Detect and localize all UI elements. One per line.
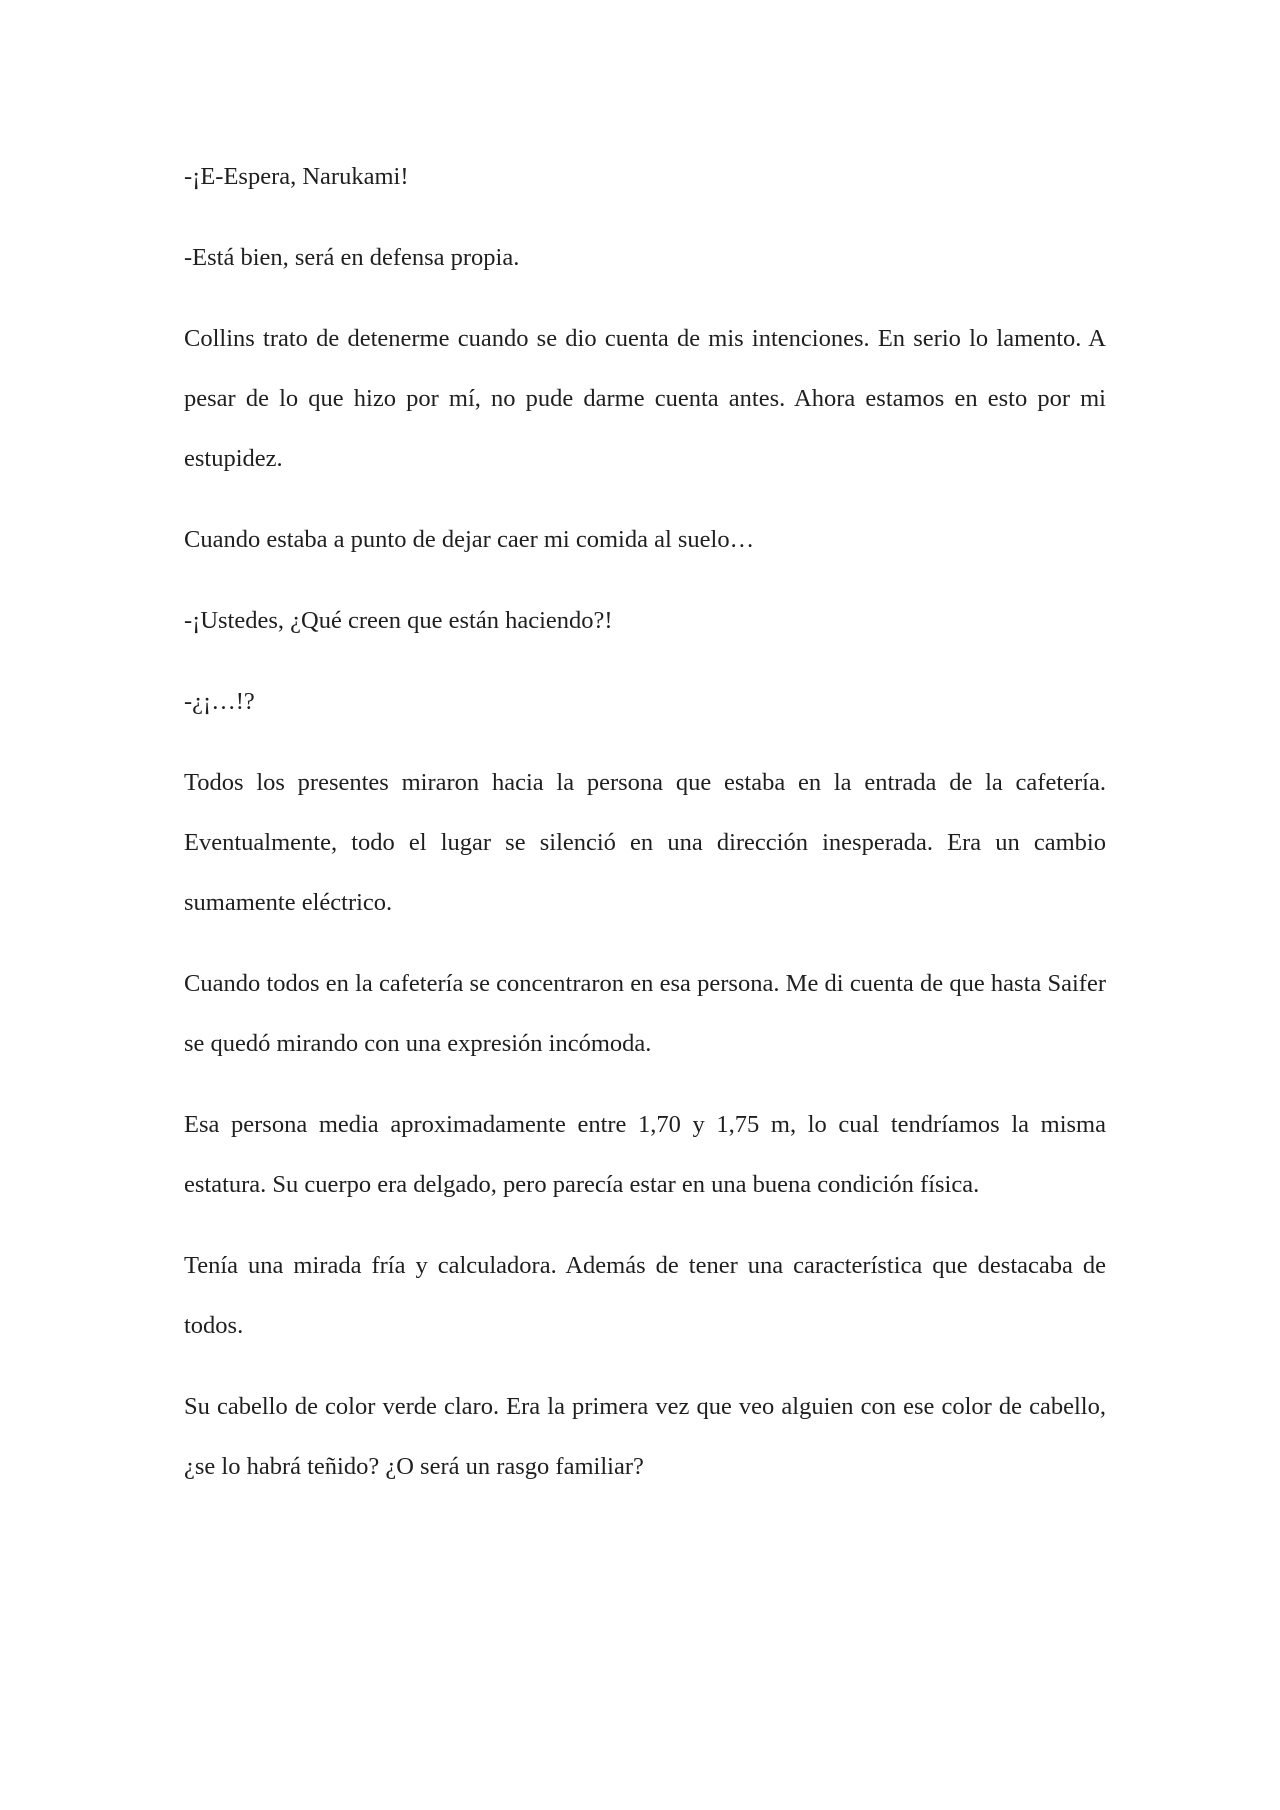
paragraph-10: Tenía una mirada fría y calculadora. Además de tener una característica que destacaba de todos.: [184, 1252, 1106, 1339]
paragraph-8: Cuando todos en la cafetería se concentraron en esa persona. Me di cuenta de que hasta Saifer se quedó mirando con una expresión incómoda.: [184, 970, 1106, 1057]
paragraph-7: Todos los presentes miraron hacia la persona que estaba en la entrada de la cafetería. Eventualmente, todo el lugar se silenció en una dirección inesperada. Era un cambio sumamente eléctrico.: [184, 769, 1106, 916]
paragraph-5: -¡Ustedes, ¿Qué creen que están haciendo?!: [184, 607, 613, 634]
document-body: [184, 147, 1106, 1518]
paragraph-6: -¿¡…!?: [184, 688, 255, 715]
paragraph-3: Collins trato de detenerme cuando se dio cuenta de mis intenciones. En serio lo lamento. A pesar de lo que hizo por mí, no pude darme cuenta antes. Ahora estamos en esto por mi estupidez.: [184, 325, 1106, 472]
paragraph-1: -¡E-Espera, Narukami!: [184, 163, 409, 190]
paragraph-9: Esa persona media aproximadamente entre 1,70 y 1,75 m, lo cual tendríamos la misma estatura. Su cuerpo era delgado, pero parecía estar en una buena condición física.: [184, 1111, 1106, 1198]
paragraph-11: Su cabello de color verde claro. Era la primera vez que veo alguien con ese color de cabello, ¿se lo habrá teñido? ¿O será un rasgo familiar?: [184, 1393, 1106, 1480]
paragraph-2: -Está bien, será en defensa propia.: [184, 244, 520, 271]
paragraph-4: Cuando estaba a punto de dejar caer mi comida al suelo…: [184, 526, 755, 553]
